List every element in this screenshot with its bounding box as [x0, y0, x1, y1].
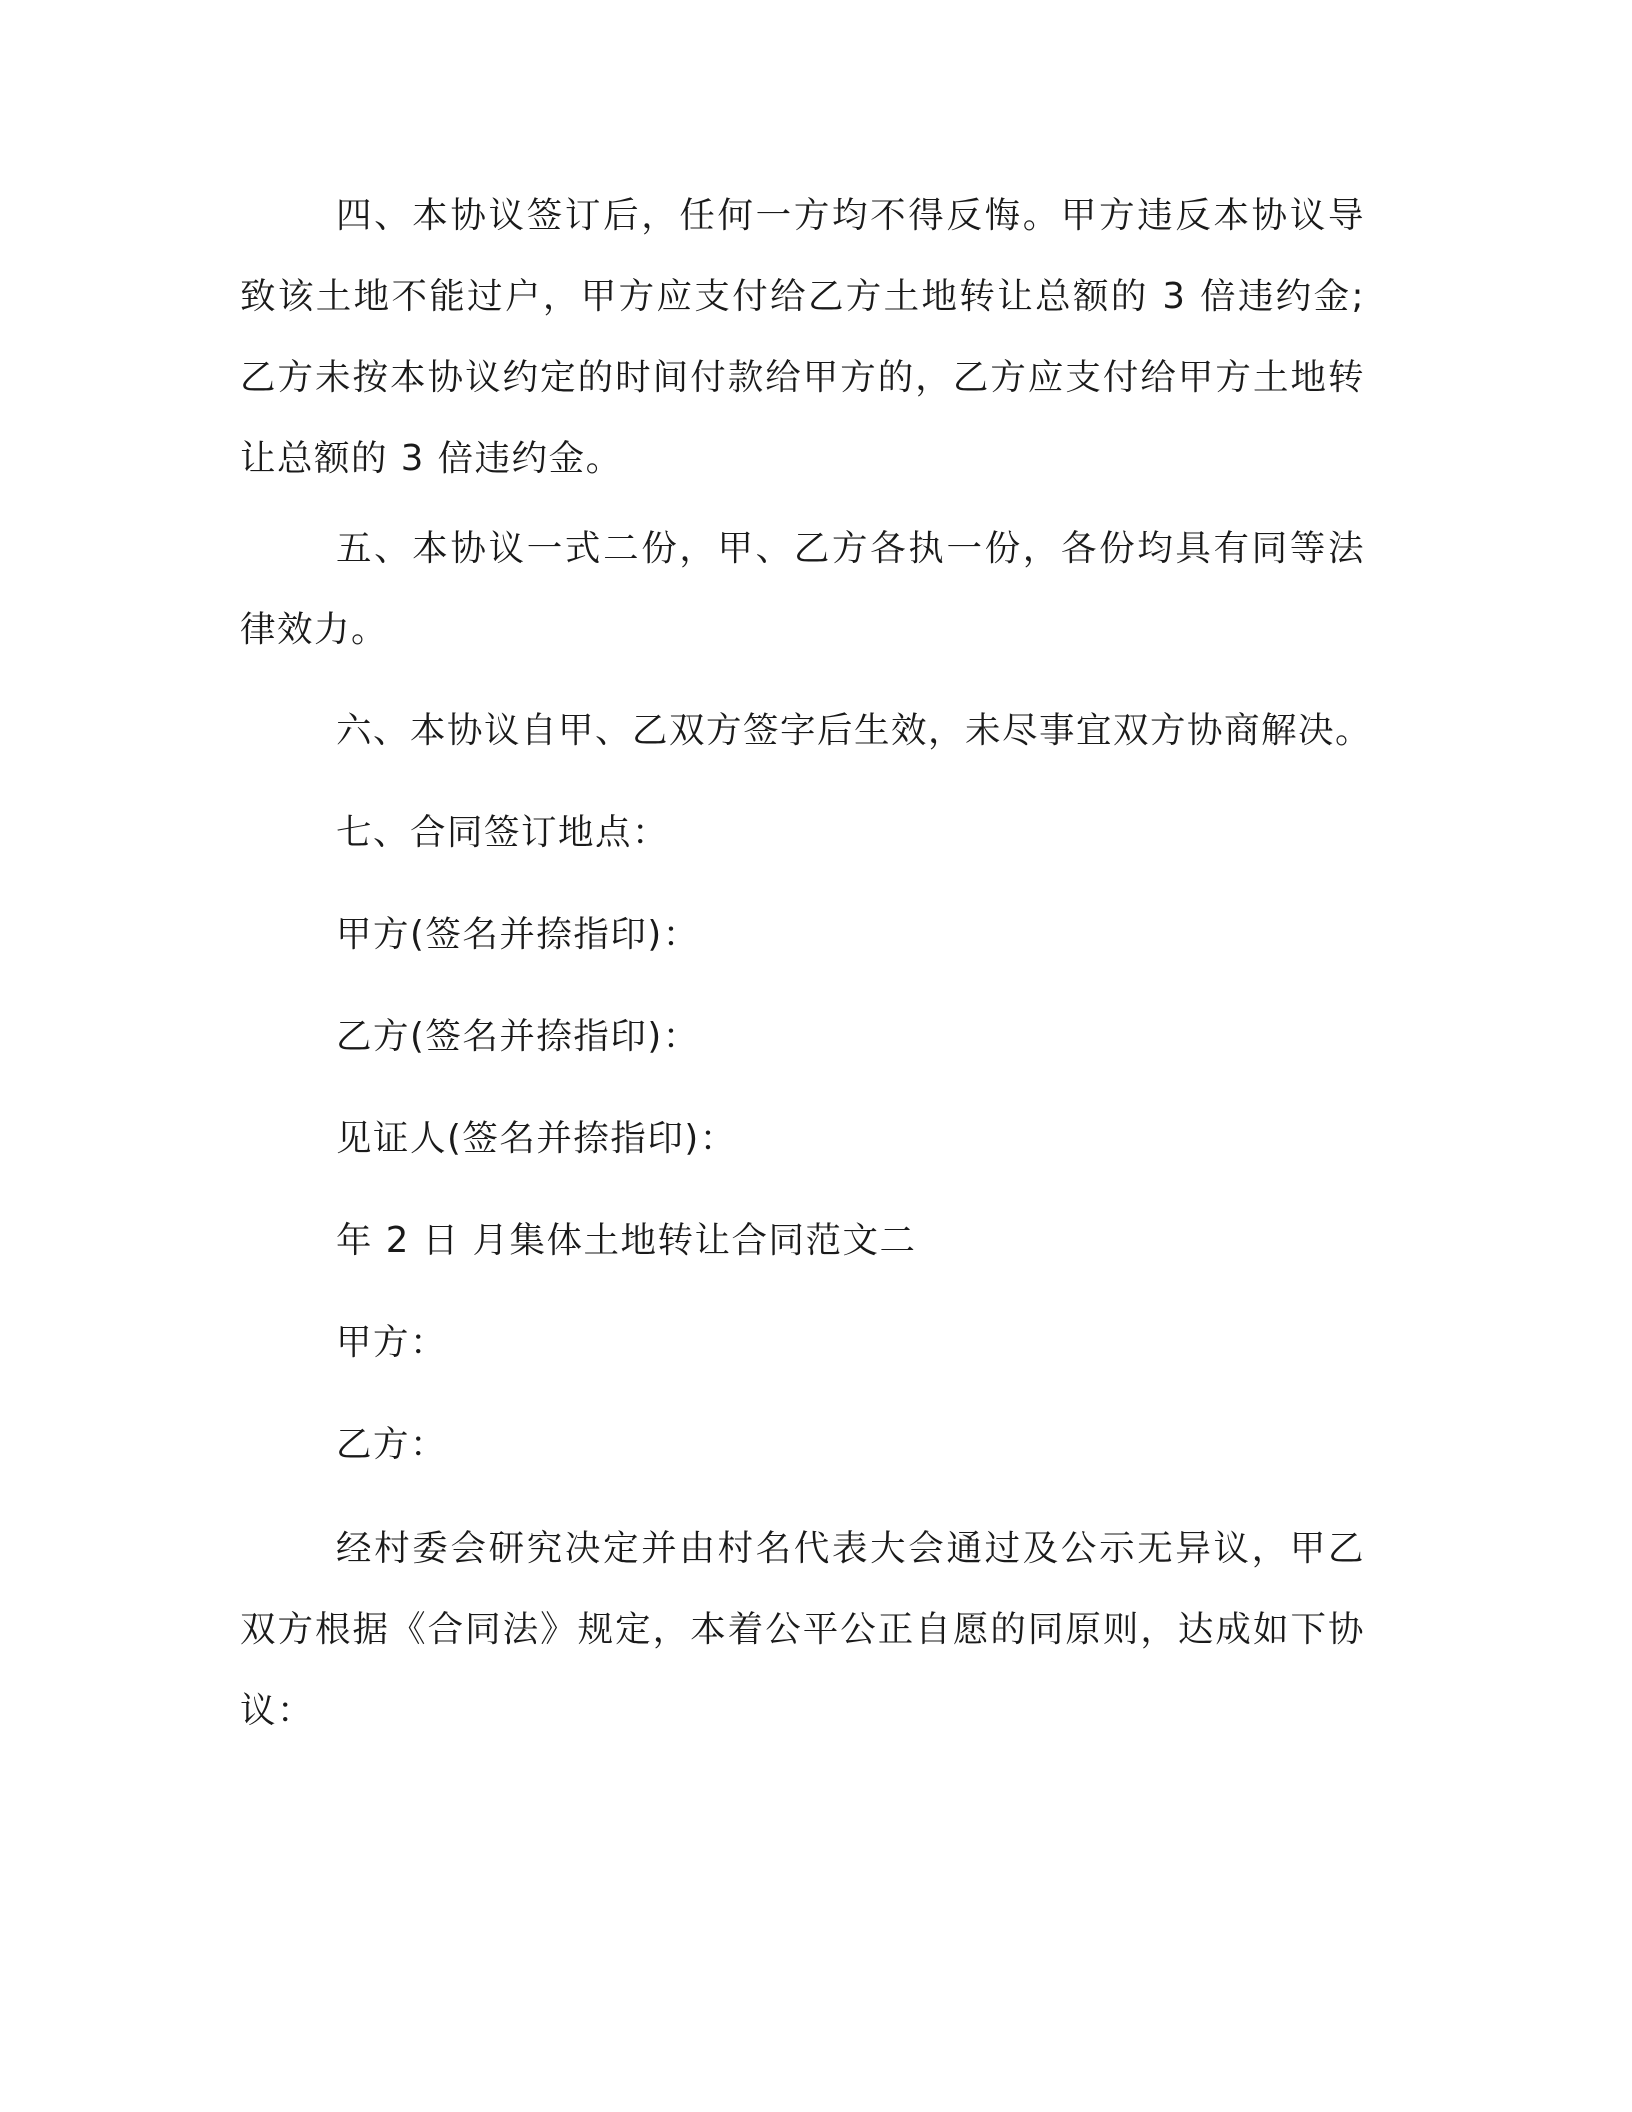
clause-5-paragraph: 五、本协议一式二份，甲、乙方各执一份，各份均具有同等法律效力。: [240, 528, 1365, 650]
intro-paragraph: 经村委会研究决定并由村名代表大会通过及公示无异议，甲乙双方根据《合同法》规定，本着公平公正自愿的同原则，达成如下协议：: [240, 1528, 1365, 1731]
witness-signature-line: 见证人(签名并捺指印)：: [336, 1118, 737, 1159]
party-b-signature-line: 乙方(签名并捺指印)：: [336, 1016, 700, 1057]
party-a-line: 甲方：: [336, 1322, 448, 1363]
clause-6-paragraph: 六、本协议自甲、乙双方签字后生效，未尽事宜双方协商解决。: [336, 710, 1373, 751]
clause-7-location: 七、合同签订地点：: [336, 812, 670, 853]
clause-4-paragraph: 四、本协议签订后，任何一方均不得反悔。甲方违反本协议导致该土地不能过户，甲方应支付给乙方土地转让总额的 3 倍违约金;乙方未按本协议约定的时间付款给甲方的，乙方应支付给甲方土地转让总额的 3 倍违约金。: [240, 195, 1365, 479]
section-title: 年 2 日 月集体土地转让合同范文二: [336, 1220, 917, 1261]
party-b-line: 乙方：: [336, 1424, 448, 1465]
party-a-signature-line: 甲方(签名并捺指印)：: [336, 914, 700, 955]
